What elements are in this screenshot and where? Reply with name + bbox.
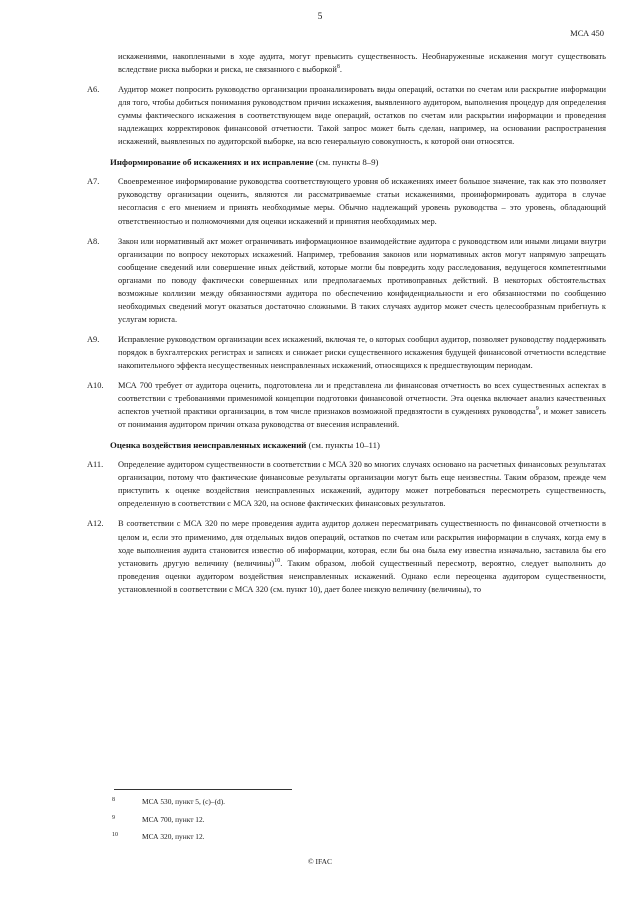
paragraph-number: A12. <box>87 519 104 529</box>
footnote-text: МСА 320, пункт 12. <box>142 832 205 842</box>
footnote <box>112 815 512 826</box>
footnote-ref[interactable]: 10 <box>274 557 281 564</box>
paragraph-a9 <box>87 333 606 372</box>
paragraph-a12 <box>87 517 606 595</box>
paragraph-number: A11. <box>87 460 104 470</box>
page-number: 5 <box>317 12 323 22</box>
section-heading <box>110 439 606 452</box>
paragraph-number: A10. <box>87 381 104 391</box>
section-heading-title: Информирование об искажениях и их исправление <box>110 157 314 168</box>
copyright-footer: © IFAC <box>307 857 333 866</box>
section-heading-title: Оценка воздействия неисправленных искажений <box>110 440 307 451</box>
paragraph-text: Аудитор может попросить руководство организации проанализировать виды операций, остатки по счетам или раскрытие информации для того, чтобы добиться понимания руководством причин искажения, выявленного аудитором, выполнения процедур для определения суммы фактического искажения в соответствующем виде операций, остатков по счетам или раскрытии информации и проведения надлежащих корректировок финансовой отчетности. Такой запрос может быть сделан, например, на основании распространения искажений, выявленных по аудиторской выборке, на всю генеральную совокупность, к которой они относятся. <box>118 85 606 147</box>
footnote-text: МСА 530, пункт 5, (c)–(d). <box>142 797 226 806</box>
paragraph-text: МСА 700 требует от аудитора оценить, подготовлена ли и представлена ли финансовая отчетность во всех существенных аспектах в соответствии с требованиями применимой концепции подготовки финансовой отчетности. Эта оценка включает анализ качественных аспектов учетной практики организации, в том числе признаков возможной предвзятости в суждениях руководства$^9$, и может зависеть от понимания аудитором причин отказа руководства от внесения исправлений. <box>118 381 606 430</box>
footnote-number: 10 <box>112 832 118 839</box>
footnote-number: 9 <box>112 814 115 821</box>
page-body <box>87 50 606 603</box>
paragraph-number: A8. <box>87 236 100 246</box>
section-heading <box>110 156 606 169</box>
paragraph-text: Определение аудитором существенности в соответствии с МСА 320 во многих случаях основано на расчетных финансовых результатах организации, потому что фактические финансовые результаты организации могут быть еще неизвестны. Таким образом, прежде чем приступить к оценке воздействия неисправленных искажений, аудитору может потребоваться пересмотреть существенность, определенную в соответствии с МСА 320, на основе фактических финансовых результатов. <box>118 460 606 509</box>
section-heading-ref: (см. пункты 8–9) <box>315 157 379 168</box>
paragraph-text: Своевременное информирование руководства соответствующего уровня об искажениях имеет большое значение, так как это позволяет руководству организации оценить, являются ли рассматриваемые статьи искажениями, проинформировать аудитора в случае несогласия с его мнением и принять необходимые меры. Обычно надлежащий уровень руководства – это уровень, обладающий ответственностью и полномочиями для оценки искажений и принятия необходимых мер. <box>118 177 606 226</box>
footnotes <box>112 797 512 850</box>
paragraph-a11 <box>87 458 606 510</box>
paragraph-text: Закон или нормативный акт может ограничивать информационное взаимодействие аудитора с руководством или иными лицами внутри организации по вопросу некоторых искажений. Например, требования законов или нормативных актов могут напрямую запрещать сообщение сведений или совершение иных действий, которые могли бы повредить ходу расследования, ведущегося компетентными органами по поводу фактически совершенных или предполагаемых противоправных действий. В некоторых обстоятельствах возможные коллизии между обязанностями аудитора по обеспечению конфиденциальности и его обязанностями по сообщению необходимых сведений могут оказаться достаточно сложными. В таких случаях аудитор может счесть целесообразным прибегнуть к услугам юриста. <box>118 236 606 324</box>
paragraph-a8 <box>87 235 606 326</box>
footnote-number: 8 <box>112 797 115 803</box>
continuation-paragraph: искажениями, накопленными в ходе аудита, могут превысить существенность. Необнаруженные искажения могут существовать вследствие риска выборки и риска, не связанного с выборкой$^8$. <box>118 52 606 75</box>
footnote-ref[interactable]: 9 <box>535 406 539 413</box>
paragraph-number: A6. <box>87 85 100 95</box>
section-heading-ref: (см. пункты 10–11) <box>308 440 380 451</box>
footnote <box>112 797 512 808</box>
paragraph-number: A9. <box>87 334 100 344</box>
paragraph-text: Исправление руководством организации всех искажений, включая те, о которых сообщил аудитор, позволяет руководству поддерживать порядок в бухгалтерских регистрах и записях и снижает риски существенного искажения будущей финансовой отчетности вследствие накопительного эффекта несущественных неисправленных искажений, относящихся к предшествующим периодам. <box>118 334 606 370</box>
paragraph-a7 <box>87 175 606 227</box>
footnote-text: МСА 700, пункт 12. <box>142 814 205 824</box>
paragraph-a10 <box>87 379 606 431</box>
paragraph-a6 <box>87 83 606 148</box>
document-code: МСА 450 <box>570 28 604 38</box>
paragraph-text: В соответствии с МСА 320 по мере проведения аудита аудитор должен пересматривать существенность по финансовой отчетности в целом и, если это применимо, для отдельных видов операций, остатков по счетам или раскрытия информации в случаях, когда ему в ходе выполнения аудита становится известно об информации, которая, если бы она была ему известна изначально, заставила бы его установить другую величину (величины)$^{10}$. Таким образом, любой существенный пересмотр, вероятно, следует выполнить до проведения оценки аудитором воздействия неисправленных искажений. Однако если переоценка аудитором существенности, установленной в соответствии с МСА 320 (см. пункт 10), дает более низкую величину (величины), то <box>118 519 606 594</box>
footnote-ref[interactable]: 8 <box>336 64 340 71</box>
footnote-divider <box>114 789 292 790</box>
footnote <box>112 832 512 843</box>
paragraph-number: A7. <box>87 177 100 187</box>
